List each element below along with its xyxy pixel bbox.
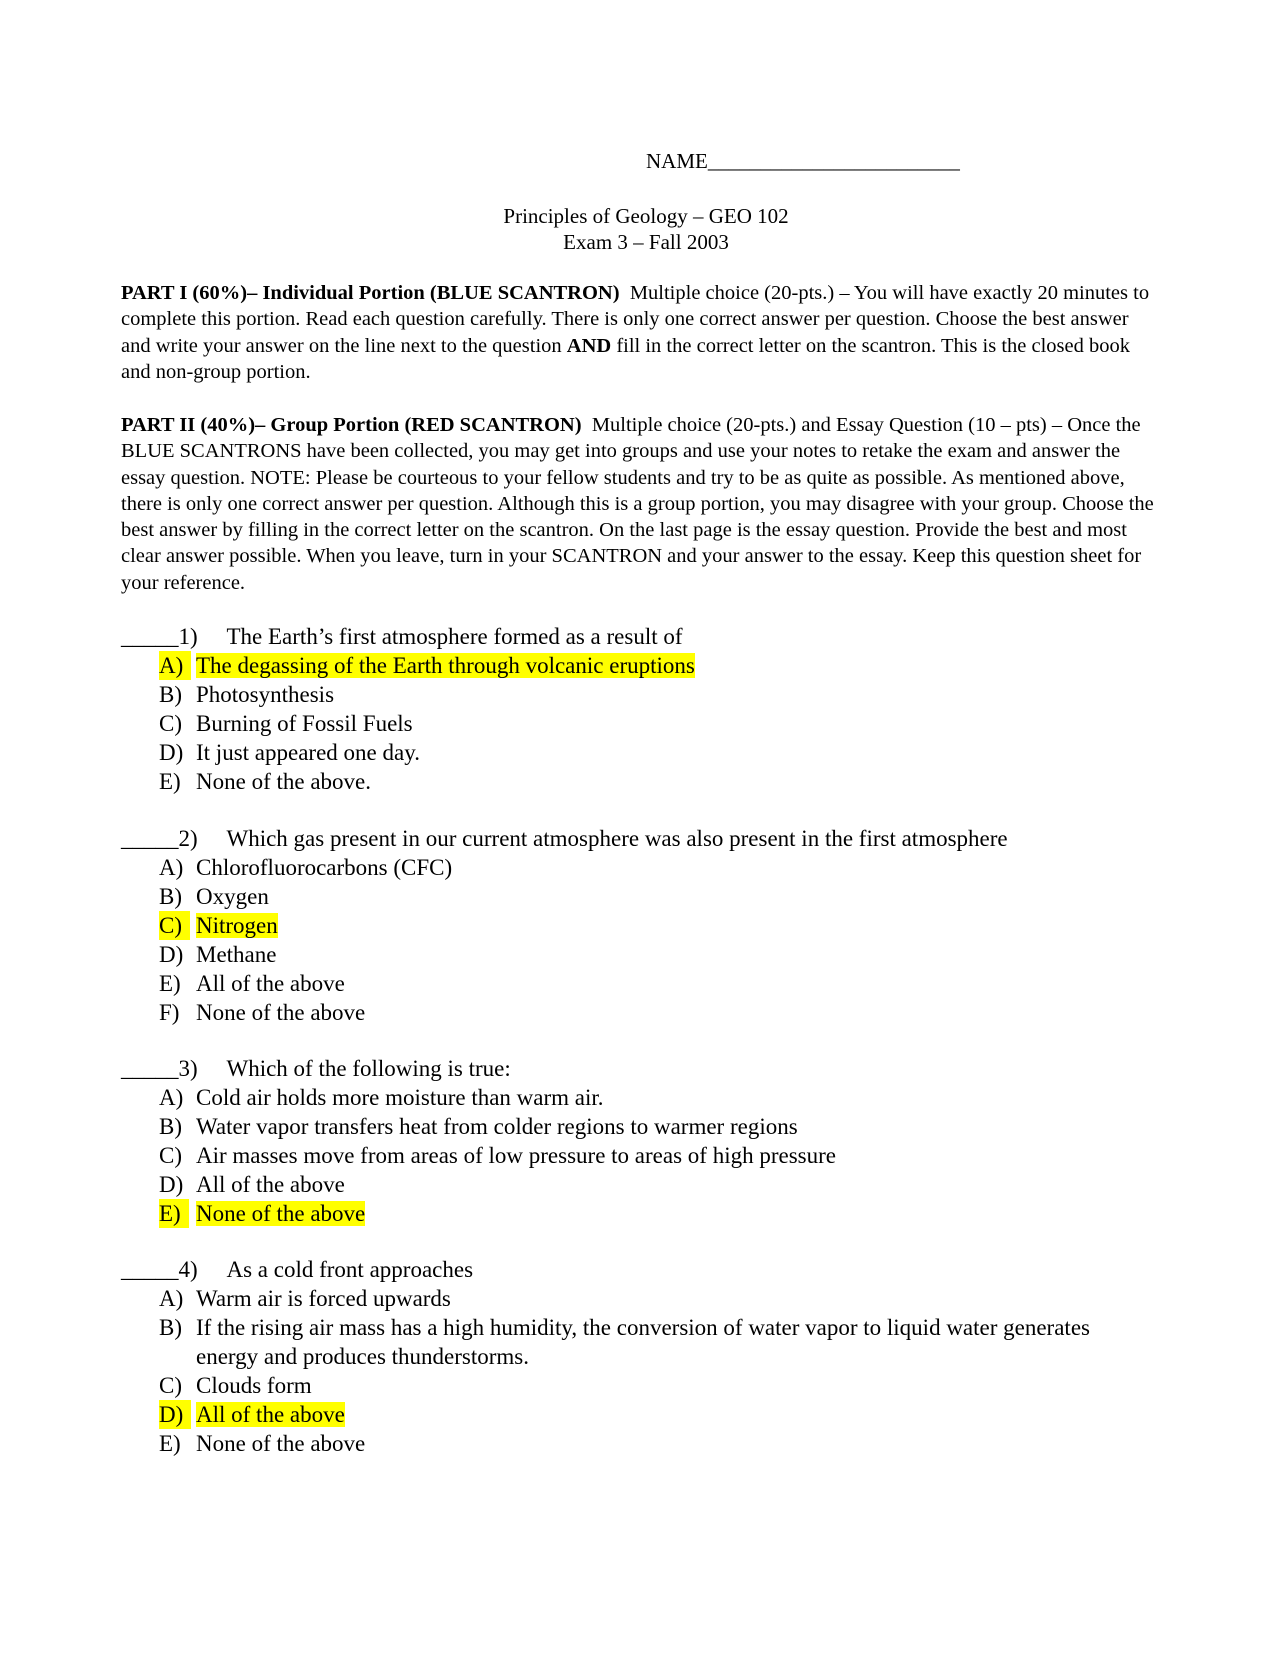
choice-d	[159, 1400, 1116, 1429]
question-stem	[121, 825, 1161, 853]
choice-letter: A)	[159, 855, 184, 880]
part1-text: Multiple choice (20-pts.) – You will have exactly 20 minutes to complete this portion. Read each question carefully. There is only one correct answer per question. Choose the best answer and write your answer on the line next to the question	[121, 282, 1150, 357]
choice-letter: A)	[159, 1085, 184, 1110]
part2-instructions	[121, 412, 1163, 596]
choice-letter: D)	[159, 942, 184, 967]
exam-title-text: Exam 3 – Fall 2003	[563, 230, 729, 254]
choice-text: Cold air holds more moisture than warm air.	[196, 1085, 604, 1110]
choice-text: Air masses move from areas of low pressure to areas of high pressure	[196, 1143, 836, 1168]
choice-a	[159, 1284, 1116, 1313]
choice-text: None of the above	[196, 1201, 366, 1226]
choice-a	[159, 1083, 1116, 1112]
choice-text: If the rising air mass has a high humidity, the conversion of water vapor to liquid water generates energy and produces thunderstorms.	[196, 1315, 1090, 1369]
choice-b	[159, 680, 1116, 709]
course-title	[0, 204, 1280, 229]
choice-letter: D)	[159, 1172, 184, 1197]
question-1	[121, 623, 1161, 796]
choice-e	[159, 1429, 1116, 1458]
choice-c	[159, 1371, 1116, 1400]
choice-text: All of the above	[196, 971, 345, 996]
choice-letter: E)	[159, 769, 181, 794]
choice-text: Methane	[196, 942, 277, 967]
choice-letter: C)	[159, 1143, 182, 1168]
question-2	[121, 825, 1161, 1027]
question-stem	[121, 1055, 1161, 1083]
choice-text: Nitrogen	[196, 913, 278, 938]
part1-and: AND	[566, 334, 612, 357]
question-number: 3)	[178, 1056, 198, 1081]
choice-text: None of the above.	[196, 769, 371, 794]
choice-text: Oxygen	[196, 884, 269, 909]
choice-text: Water vapor transfers heat from colder regions to warmer regions	[196, 1114, 798, 1139]
choice-text: Clouds form	[196, 1373, 312, 1398]
choice-a	[159, 651, 1116, 680]
choice-letter: E)	[159, 971, 181, 996]
choice-letter: C)	[159, 1373, 182, 1398]
part2-text: Multiple choice (20-pts.) and Essay Question (10 – pts) – Once the BLUE SCANTRONS have been collected, you may get into groups and use your notes to retake the exam and answer the essay question. NOTE: Please be courteous to your fellow students and try to be as quite as possible. As mentioned above, there is only one correct answer per question. Although this is a group portion, you may disagree with your group. Choose the best answer by filling in the correct letter on the scantron. On the last page is the essay question. Provide the best and most clear answer possible. When you leave, turn in your SCANTRON and your answer to the essay. Keep this question sheet for your reference.	[121, 414, 1154, 594]
question-text: The Earth’s first atmosphere formed as a result of	[226, 624, 683, 649]
choice-letter: D)	[159, 740, 184, 765]
choice-a	[159, 853, 1116, 882]
choice-text: Chlorofluorocarbons (CFC)	[196, 855, 453, 880]
choice-text: None of the above	[196, 1000, 366, 1025]
choice-letter: D)	[159, 1400, 191, 1429]
question-4	[121, 1256, 1161, 1458]
choice-letter: E)	[159, 1431, 181, 1456]
choice-letter: C)	[159, 711, 182, 736]
choice-letter: A)	[159, 651, 191, 680]
choice-text: Burning of Fossil Fuels	[196, 711, 413, 736]
choice-text: It just appeared one day.	[196, 740, 420, 765]
choice-letter: C)	[159, 911, 190, 940]
question-text: Which of the following is true:	[226, 1056, 511, 1081]
question-stem	[121, 623, 1161, 651]
answer-blank: _____	[121, 826, 179, 851]
choice-text: All of the above	[196, 1172, 345, 1197]
question-number: 2)	[178, 826, 198, 851]
choice-letter: E)	[159, 1199, 189, 1228]
part1-text-end: fill in the correct letter on the scantron. This is the closed book and non-group portion.	[121, 334, 1131, 383]
exam-title	[0, 230, 1280, 255]
question-stem	[121, 1256, 1161, 1284]
choice-letter: A)	[159, 1286, 184, 1311]
choice-c	[159, 709, 1116, 738]
choice-d	[159, 940, 1116, 969]
choice-text: All of the above	[196, 1402, 345, 1427]
choice-letter: F)	[159, 1000, 180, 1025]
choice-letter: B)	[159, 884, 182, 909]
question-text: Which gas present in our current atmosphere was also present in the first atmosphere	[226, 826, 1008, 851]
question-number: 4)	[178, 1257, 198, 1282]
choice-e	[159, 767, 1116, 796]
part1-instructions	[121, 280, 1163, 385]
question-3	[121, 1055, 1161, 1228]
choice-f	[159, 998, 1116, 1027]
choice-c	[159, 911, 1116, 940]
choice-e	[159, 1199, 1116, 1228]
answer-blank: _____	[121, 624, 179, 649]
choice-text: Warm air is forced upwards	[196, 1286, 451, 1311]
choice-text: The degassing of the Earth through volcanic eruptions	[196, 653, 695, 678]
choice-letter: B)	[159, 682, 182, 707]
choice-e	[159, 969, 1116, 998]
question-number: 1)	[178, 624, 198, 649]
choice-letter: B)	[159, 1114, 182, 1139]
choice-b	[159, 1112, 1116, 1141]
answer-blank: _____	[121, 1056, 179, 1081]
part1-heading: PART I (60%)– Individual Portion (BLUE SCANTRON)	[121, 282, 620, 304]
choice-d	[159, 738, 1116, 767]
choice-text: None of the above	[196, 1431, 366, 1456]
part2-heading: PART II (40%)– Group Portion (RED SCANTRON)	[121, 414, 582, 436]
choice-b	[159, 1313, 1116, 1371]
name-field-line: NAME________________________	[646, 149, 960, 173]
choice-d	[159, 1170, 1116, 1199]
choice-letter: B)	[159, 1315, 182, 1340]
choice-b	[159, 882, 1116, 911]
choice-c	[159, 1141, 1116, 1170]
answer-blank: _____	[121, 1257, 179, 1282]
course-title-text: Principles of Geology – GEO 102	[503, 204, 789, 228]
choice-text: Photosynthesis	[196, 682, 335, 707]
question-text: As a cold front approaches	[226, 1257, 474, 1282]
